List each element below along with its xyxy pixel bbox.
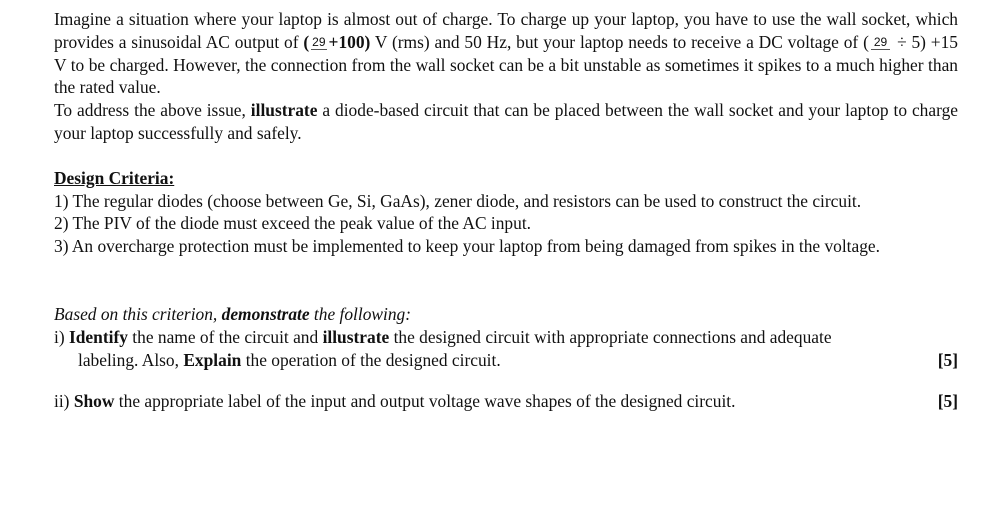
open-paren-2: ( (863, 31, 869, 52)
task-ii-marks: [5] (937, 391, 958, 412)
task-i-line-1 (54, 326, 958, 349)
intro-paragraph (54, 8, 958, 99)
task-ii-text: the appropriate label of the input and output voltage wave shapes of the designed circuit. (118, 391, 736, 412)
task-i-text-3: labeling. Also, (78, 349, 179, 370)
value-box-1: 29 (312, 34, 326, 49)
tasks-lead-bold: demonstrate (221, 303, 310, 324)
plus-100: +100) (328, 31, 371, 52)
intro-task-a: To address the above issue, (54, 100, 246, 121)
criteria-heading: Design Criteria: (54, 167, 175, 188)
value-box-2: 29 (871, 35, 890, 50)
task-ii-bold-show: Show (73, 391, 115, 412)
task-i-text-2: the designed circuit with appropriate connections and adequate (393, 326, 832, 347)
task-ii-number: ii) (54, 391, 70, 412)
task-i-bold-illustrate: illustrate (322, 326, 390, 347)
task-i-bold-identify: Identify (68, 326, 128, 347)
task-i-bold-explain: Explain (183, 349, 242, 370)
intro-task-c: a diode-based circuit that can be placed between the wall socket and your laptop to charge your laptop successfully and safely. (54, 100, 958, 143)
intro-task-paragraph (54, 99, 958, 145)
task-ii-line (54, 390, 958, 413)
task-i-number: i) (54, 326, 65, 347)
intro-task-bold: illustrate (250, 100, 318, 121)
intro-sentence-1: Imagine a situation where your laptop is almost out of charge. To charge up your laptop, you have to use the wall socket, which provides a sinusoidal AC output of (54, 9, 958, 52)
task-i-marks: [5] (937, 349, 958, 370)
criteria-item-2: 2) The PIV of the diode must exceed the peak value of the AC input. (54, 213, 532, 234)
tasks-lead-a: Based on this criterion, (54, 303, 218, 324)
task-i-text-1: the name of the circuit and (132, 326, 319, 347)
tasks-lead-c: the following: (313, 303, 412, 324)
criteria-item-3: 3) An overcharge protection must be implemented to keep your laptop from being damaged from spikes in the voltage. (54, 236, 880, 257)
task-i-line-2 (54, 349, 958, 372)
tasks-lead (54, 303, 958, 326)
question-document (54, 8, 958, 413)
criteria-item-1: 1) The regular diodes (choose between Ge, Si, GaAs), zener diode, and resistors can be used to construct the circuit. (54, 190, 862, 211)
open-paren-1: ( (303, 31, 310, 52)
intro-sentence-1b: V (rms) and 50 Hz, but your laptop needs to receive a DC voltage of (374, 31, 859, 52)
task-i-text-4: the operation of the designed circuit. (245, 349, 501, 370)
intro-sentence-1c: ÷ 5) +15 V to be charged. However, the connection from the wall socket can be a bit unstable as sometimes it spikes to a much higher than the rated value. (54, 31, 959, 98)
